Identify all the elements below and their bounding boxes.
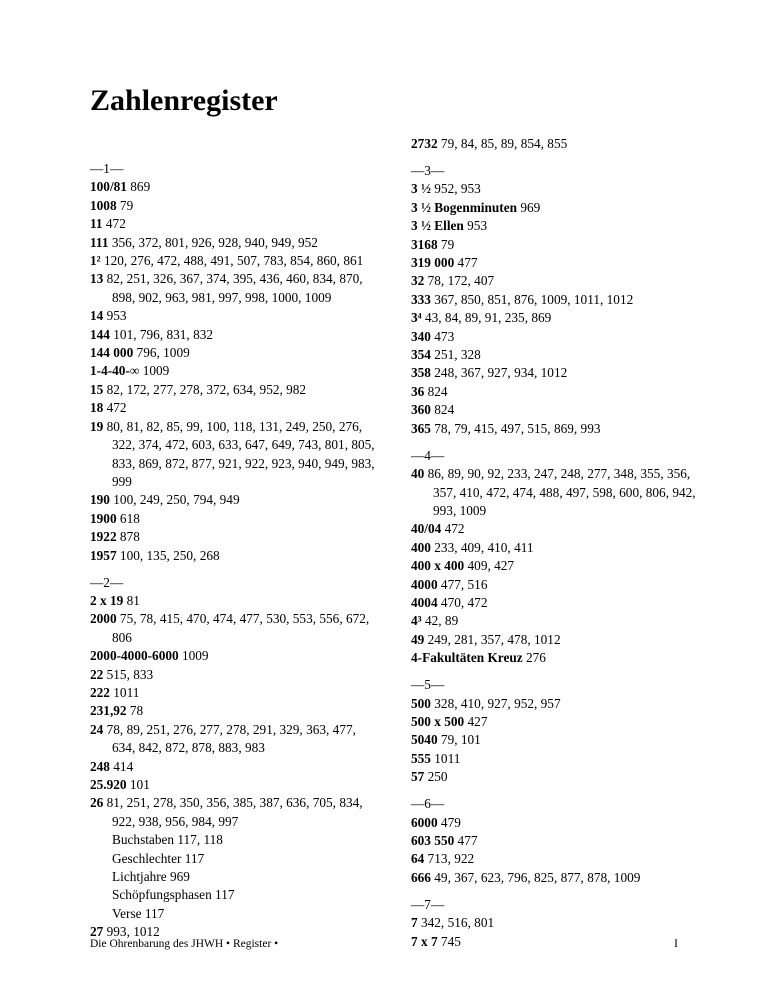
entry-number: 11 — [90, 216, 103, 232]
entry-number: 111 — [90, 234, 109, 250]
page-title: Zahlenregister — [90, 84, 278, 117]
index-entry — [90, 215, 380, 233]
index-entry — [411, 612, 711, 630]
index-subentry: Lichtjahre 969 — [112, 869, 190, 885]
entry-pages: 101 — [129, 777, 150, 792]
index-subentry: Buchstaben 117, 118 — [112, 832, 223, 848]
index-entry — [411, 180, 711, 198]
entry-number: 2732 — [411, 136, 438, 151]
entry-pages: 100, 135, 250, 268 — [119, 547, 220, 563]
entry-number: 32 — [411, 273, 425, 289]
index-entry — [411, 557, 711, 575]
index-entry — [90, 528, 380, 546]
index-entry — [90, 592, 380, 610]
entry-pages: 796, 1009 — [136, 345, 190, 361]
section-header: —3— — [411, 163, 445, 178]
index-entry — [90, 344, 380, 362]
entry-pages: 81, 251, 278, 350, 356, 385, 387, 636, 705, 834, 922, 938, 956, 984, 997 — [106, 795, 363, 829]
entry-pages: 248, 367, 927, 934, 1012 — [434, 365, 568, 381]
index-entry — [411, 814, 711, 832]
entry-number: 40 — [411, 466, 425, 482]
section-header: —6— — [411, 796, 445, 812]
section-header: —5— — [411, 677, 445, 693]
entry-number: 1922 — [90, 529, 117, 545]
entry-pages: 276 — [526, 650, 546, 666]
entry-number: 144 — [90, 326, 110, 342]
index-entry — [411, 850, 711, 868]
entry-pages: 618 — [119, 510, 140, 526]
entry-number: 27 — [90, 924, 104, 940]
index-entry — [411, 631, 711, 649]
entry-number: 1900 — [90, 510, 117, 526]
entry-pages: 414 — [113, 758, 134, 774]
index-entry — [90, 776, 380, 794]
entry-number: 5040 — [411, 732, 438, 748]
entry-pages: 79 — [119, 197, 134, 213]
entry-pages: 953 — [106, 308, 127, 324]
index-entry — [90, 547, 380, 565]
entry-number: 64 — [411, 851, 425, 867]
entry-pages: 515, 833 — [106, 666, 154, 682]
index-entry — [411, 420, 711, 438]
section-header: —2— — [90, 574, 124, 590]
section-header: —1— — [90, 161, 124, 176]
entry-pages: 82, 172, 277, 278, 372, 634, 952, 982 — [106, 381, 307, 397]
index-section — [411, 896, 711, 951]
index-entry — [411, 832, 711, 850]
entry-pages: 409, 427 — [467, 558, 515, 574]
entry-pages: 824 — [434, 402, 455, 418]
index-entry — [411, 272, 711, 290]
entry-pages: 479 — [440, 814, 461, 830]
index-entry — [411, 520, 711, 538]
index-section — [90, 574, 380, 942]
entry-pages: 969 — [520, 199, 541, 215]
entry-pages: 81 — [126, 592, 140, 608]
footer-text: Die Ohrenbarung des JHWH • Register • — [90, 938, 279, 950]
entry-pages: 824 — [427, 383, 448, 399]
entry-pages: 233, 409, 410, 411 — [434, 539, 534, 555]
index-entry — [90, 234, 380, 252]
entry-number: 365 — [411, 420, 431, 436]
entry-pages: 120, 276, 472, 488, 491, 507, 783, 854, 860, 861 — [103, 253, 364, 269]
index-entry — [411, 254, 711, 272]
index-section — [411, 676, 711, 786]
entry-number: 18 — [90, 400, 104, 416]
index-section — [411, 162, 711, 438]
entry-number: 19 — [90, 418, 104, 434]
entry-pages: 356, 372, 801, 926, 928, 940, 949, 952 — [111, 234, 318, 250]
entry-number: 7 x 7 — [411, 933, 438, 949]
index-column-right — [411, 135, 711, 951]
entry-number: 7 — [411, 915, 418, 931]
entry-pages: 1009 — [181, 648, 209, 664]
entry-number: 4-Fakultäten Kreuz — [411, 650, 523, 666]
index-entry — [411, 465, 711, 520]
index-subentry: Schöpfungsphasen 117 — [112, 887, 235, 903]
entry-number: 2 x 19 — [90, 592, 124, 608]
entry-pages: 745 — [440, 933, 461, 949]
entry-number: 4004 — [411, 594, 438, 610]
index-entry — [90, 326, 380, 344]
index-entry — [90, 270, 380, 307]
entry-number: 14 — [90, 308, 104, 324]
index-entry — [411, 731, 711, 749]
entry-pages: 952, 953 — [434, 181, 481, 197]
index-section — [90, 160, 380, 565]
entry-pages: 82, 251, 326, 367, 374, 395, 436, 460, 834, 870, 898, 902, 963, 981, 997, 998, 1000, 1009 — [106, 271, 363, 305]
entry-number: 354 — [411, 347, 431, 363]
entry-number: 6000 — [411, 814, 438, 830]
entry-number: 360 — [411, 402, 431, 418]
entry-number: 400 — [411, 539, 431, 555]
entry-pages: 101, 796, 831, 832 — [113, 326, 214, 342]
entry-number: 25.920 — [90, 777, 127, 792]
entry-number: 340 — [411, 328, 431, 344]
index-entry — [411, 649, 711, 667]
entry-pages: 869 — [130, 179, 151, 195]
entry-number: 231,92 — [90, 703, 127, 719]
entry-number: 358 — [411, 365, 431, 381]
index-entry — [411, 750, 711, 768]
index-entry — [90, 758, 380, 776]
index-entry — [411, 383, 711, 401]
entry-number: 2000-4000-6000 — [90, 648, 179, 664]
entry-pages: 79, 101 — [440, 732, 481, 748]
entry-pages: 367, 850, 851, 876, 1009, 1011, 1012 — [434, 291, 634, 307]
entry-number: 400 x 400 — [411, 558, 465, 574]
entry-pages: 472 — [444, 521, 465, 537]
entry-number: 333 — [411, 291, 431, 307]
index-entry — [90, 362, 380, 380]
entry-pages: 473 — [434, 328, 455, 344]
index-column-left — [90, 160, 380, 942]
entry-pages: 1011 — [434, 750, 461, 766]
entry-number: 666 — [411, 869, 431, 885]
entry-pages: 78, 79, 415, 497, 515, 869, 993 — [434, 420, 601, 436]
index-entry — [411, 576, 711, 594]
entry-number: 500 — [411, 695, 431, 711]
entry-number: 13 — [90, 271, 104, 287]
entry-number: 3⁴ — [411, 310, 422, 326]
index-entry — [411, 539, 711, 557]
entry-number: 319 000 — [411, 255, 455, 271]
entry-number: 222 — [90, 684, 110, 700]
index-entry — [411, 309, 711, 327]
section-header: —7— — [411, 896, 445, 912]
entry-pages: 78, 89, 251, 276, 277, 278, 291, 329, 363, 477, 634, 842, 872, 878, 883, 983 — [106, 721, 356, 756]
entry-number: 40/04 — [411, 521, 442, 537]
index-entry — [411, 135, 711, 153]
index-entry — [90, 794, 380, 831]
entry-pages: 49, 367, 623, 796, 825, 877, 878, 1009 — [434, 869, 641, 885]
entry-number: 26 — [90, 795, 104, 811]
entry-number: 36 — [411, 383, 425, 399]
entry-number: 3 ½ Bogenminuten — [411, 199, 518, 215]
entry-number: 3 ½ — [411, 181, 431, 197]
index-entry — [90, 381, 380, 399]
index-entry — [411, 291, 711, 309]
index-entry — [411, 933, 711, 951]
entry-pages: 477 — [457, 255, 478, 271]
entry-number: 1-4-40-∞ — [90, 363, 140, 379]
index-entry — [90, 702, 380, 720]
entry-number: 3 ½ Ellen — [411, 218, 464, 234]
entry-pages: 100, 249, 250, 794, 949 — [113, 492, 240, 508]
index-entry — [411, 695, 711, 713]
index-entry — [411, 401, 711, 419]
index-entry — [90, 252, 380, 270]
index-entry — [411, 346, 711, 364]
index-entry — [411, 199, 711, 217]
entry-number: 190 — [90, 492, 110, 508]
entry-number: 4³ — [411, 613, 422, 629]
index-section — [411, 135, 711, 153]
index-section — [411, 795, 711, 887]
entry-pages: 78 — [129, 703, 144, 719]
entry-number: 2000 — [90, 611, 117, 627]
entry-number: 248 — [90, 758, 110, 774]
index-entry — [411, 768, 711, 786]
index-entry — [90, 684, 380, 702]
entry-number: 4000 — [411, 576, 438, 592]
entry-pages: 75, 78, 415, 470, 474, 477, 530, 553, 556, 672, 806 — [112, 611, 370, 645]
index-entry — [90, 197, 380, 215]
index-entry — [411, 364, 711, 382]
entry-pages: 79 — [440, 236, 455, 252]
entry-number: 144 000 — [90, 345, 134, 361]
page-number: I — [674, 938, 678, 950]
entry-pages: 713, 922 — [427, 851, 475, 867]
section-header: —4— — [411, 447, 445, 463]
entry-pages: 953 — [467, 218, 488, 234]
entry-number: 15 — [90, 381, 104, 397]
index-subentry: Verse 117 — [112, 905, 165, 921]
entry-pages: 472 — [106, 400, 127, 416]
entry-pages: 251, 328 — [434, 347, 481, 363]
index-entry — [411, 236, 711, 254]
entry-number: 1957 — [90, 547, 117, 563]
entry-number: 500 x 500 — [411, 713, 465, 729]
index-subentry: Geschlechter 117 — [112, 850, 205, 866]
entry-pages: 42, 89 — [424, 613, 459, 629]
entry-pages: 993, 1012 — [106, 924, 160, 940]
entry-pages: 43, 84, 89, 91, 235, 869 — [424, 310, 552, 326]
entry-pages: 1011 — [113, 684, 140, 700]
index-entry — [90, 610, 380, 647]
entry-number: 22 — [90, 666, 104, 682]
entry-pages: 1009 — [142, 363, 170, 379]
entry-number: 100/81 — [90, 179, 127, 195]
index-entry — [411, 328, 711, 346]
index-entry — [411, 594, 711, 612]
entry-pages: 86, 89, 90, 92, 233, 247, 248, 277, 348, 355, 356, 357, 410, 472, 474, 488, 497, 598, 600, 806, 942, 993, 1009 — [427, 466, 696, 518]
entry-number: 1008 — [90, 197, 117, 213]
index-entry — [90, 491, 380, 509]
entry-pages: 472 — [105, 216, 126, 232]
entry-number: 3168 — [411, 236, 438, 252]
entry-number: 24 — [90, 721, 104, 737]
index-entry — [90, 721, 380, 758]
index-entry — [90, 307, 380, 325]
index-entry — [90, 666, 380, 684]
entry-pages: 477, 516 — [440, 576, 488, 592]
index-entry — [90, 418, 380, 492]
index-entry — [411, 869, 711, 887]
entry-number: 555 — [411, 750, 431, 766]
entry-pages: 79, 84, 85, 89, 854, 855 — [440, 136, 568, 151]
entry-pages: 878 — [119, 529, 140, 545]
entry-pages: 328, 410, 927, 952, 957 — [434, 695, 561, 711]
entry-pages: 249, 281, 357, 478, 1012 — [427, 631, 561, 647]
entry-pages: 250 — [427, 769, 448, 785]
entry-pages: 477 — [457, 833, 478, 848]
entry-pages: 80, 81, 82, 85, 99, 100, 118, 131, 249, 250, 276, 322, 374, 472, 603, 633, 647, 649, 743, 801, 805, 833, 869, 872, 877, 921, 922, 923, 940, 949, 983, 999 — [106, 418, 375, 489]
index-entry — [411, 217, 711, 235]
index-entry — [90, 510, 380, 528]
entry-number: 49 — [411, 631, 425, 647]
index-section — [411, 447, 711, 668]
index-entry — [411, 914, 711, 932]
entry-pages: 78, 172, 407 — [427, 273, 495, 289]
index-entry — [90, 178, 380, 196]
entry-pages: 427 — [467, 713, 488, 729]
index-entry — [90, 399, 380, 417]
entry-number: 1² — [90, 253, 101, 269]
index-entry — [90, 647, 380, 665]
entry-number: 57 — [411, 769, 425, 785]
index-entry — [411, 713, 711, 731]
entry-number: 603 550 — [411, 833, 455, 848]
entry-pages: 470, 472 — [440, 594, 488, 610]
entry-pages: 342, 516, 801 — [420, 915, 495, 931]
